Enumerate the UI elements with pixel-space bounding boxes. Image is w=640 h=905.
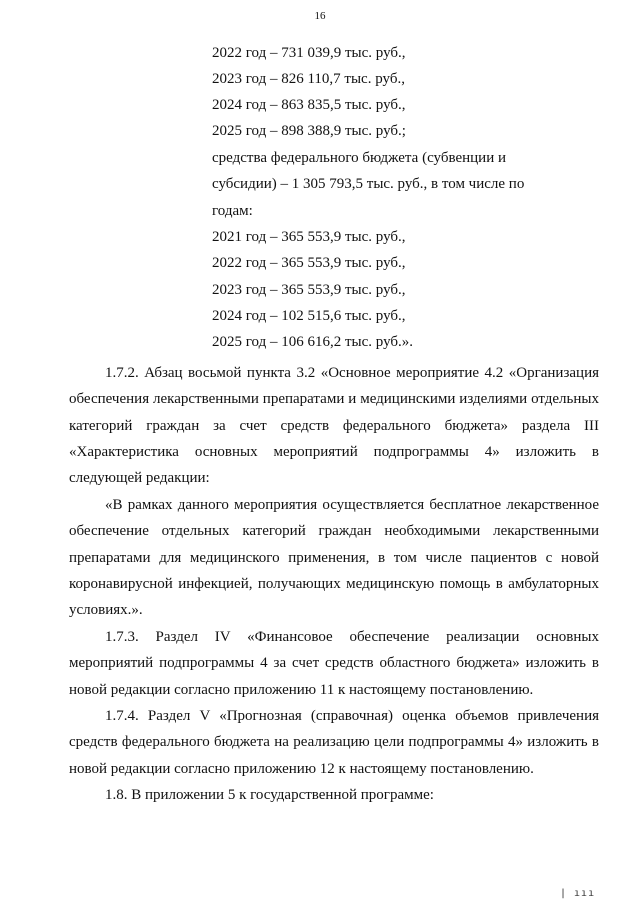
- funding-line: 2023 год – 365 553,9 тыс. руб.,: [212, 282, 406, 298]
- funding-line: 2025 год – 106 616,2 тыс. руб.».: [212, 334, 414, 350]
- funding-line: 2022 год – 365 553,9 тыс. руб.,: [212, 255, 406, 271]
- funding-line: 2024 год – 102 515,6 тыс. руб.,: [212, 308, 406, 324]
- funding-line: средства федерального бюджета (субвенции и: [212, 150, 507, 166]
- funding-line: 2021 год – 365 553,9 тыс. руб.,: [212, 229, 406, 245]
- funding-line: субсидии) – 1 305 793,5 тыс. руб., в том числе по: [212, 176, 525, 192]
- paragraph-1-7-2: 1.7.2. Абзац восьмой пункта 3.2 «Основное мероприятие 4.2 «Организация обеспечения лекарственными препаратами и медицинскими изделиями отдельных категорий граждан за счет средств федерального бюджета» раздела III «Характеристика основных мероприятий подпрограммы 4» изложить в следующей редакции:: [69, 365, 599, 487]
- funding-line: годам:: [212, 203, 253, 219]
- footer-mark: | ııı: [560, 888, 596, 899]
- page-number: 16: [314, 10, 326, 22]
- paragraph-quote: «В рамках данного мероприятия осуществляется бесплатное лекарственное обеспечение отдельных категорий граждан необходимыми лекарственными препаратами для медицинского применения, в том числе пациентов с новой коронавирусной инфекцией, получающих медицинскую помощь в амбулаторных условиях.».: [69, 497, 599, 619]
- paragraph-1-7-3: 1.7.3. Раздел IV «Финансовое обеспечение реализации основных мероприятий подпрограммы 4 за счет средств областного бюджета» изложить в новой редакции согласно приложению 11 к настоящему постановлению.: [69, 629, 599, 698]
- paragraph-1-7-4: 1.7.4. Раздел V «Прогнозная (справочная) оценка объемов привлечения средств федерального бюджета на реализацию цели подпрограммы 4» изложить в новой редакции согласно приложению 12 к настоящему постановлению.: [69, 708, 599, 777]
- funding-line: 2025 год – 898 388,9 тыс. руб.;: [212, 123, 406, 139]
- paragraph-1-8: 1.8. В приложении 5 к государственной программе:: [105, 787, 434, 803]
- funding-line: 2024 год – 863 835,5 тыс. руб.,: [212, 97, 406, 113]
- funding-line: 2022 год – 731 039,9 тыс. руб.,: [212, 45, 406, 61]
- funding-line: 2023 год – 826 110,7 тыс. руб.,: [212, 71, 405, 87]
